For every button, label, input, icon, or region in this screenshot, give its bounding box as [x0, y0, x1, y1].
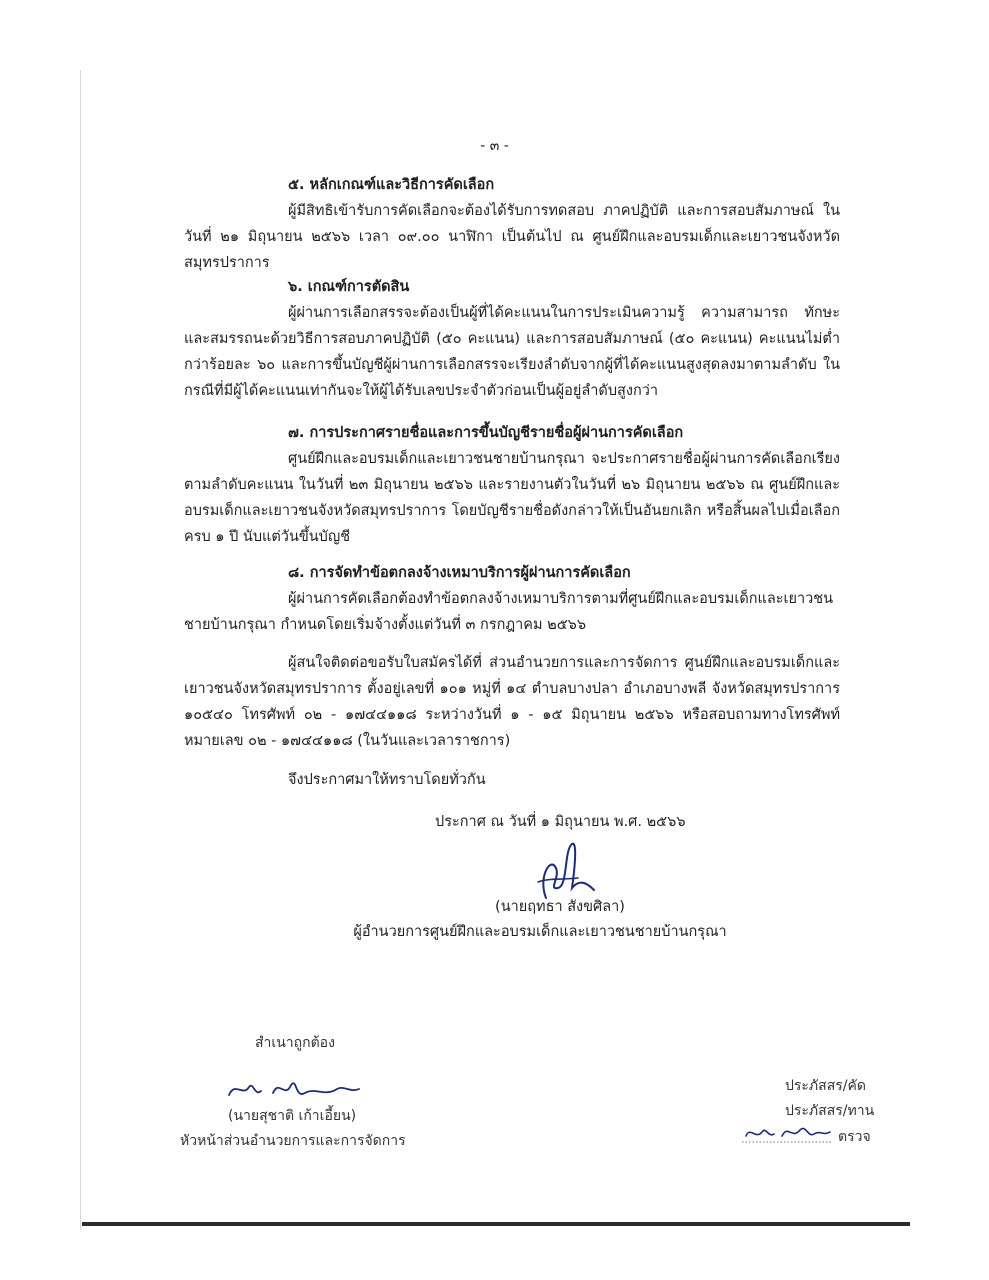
certified-position: หัวหน้าส่วนอำนวยการและการจัดการ: [180, 1133, 406, 1149]
contact-paragraph-block: [184, 650, 840, 754]
checker-signature: [742, 1122, 832, 1144]
page-number: - ๓ -: [480, 138, 509, 154]
page-edge-bottom: [82, 1222, 910, 1226]
closing-statement: จึงประกาศมาให้ทราบโดยทั่วกัน: [288, 772, 486, 788]
routing-check-label: ตรวจ: [838, 1129, 871, 1145]
certified-signature: [225, 1075, 365, 1105]
routing-typed-by: ประภัสสร/คัด: [785, 1078, 866, 1094]
section-8-body: ผู้ผ่านการคัดเลือกต้องทำข้อตกลงจ้างเหมาบริการตามที่ศูนย์ฝึกและอบรมเด็กและเยาวชนชายบ้านกรุณา กำหนดโดยเริ่มจ้างตั้งแต่วันที่ ๓ กรกฎาคม ๒๕๖๖: [184, 591, 834, 633]
section-8-heading: ๘. การจัดทำข้อตกลงจ้างเหมาบริการผู้ผ่านการคัดเลือก: [288, 565, 631, 581]
section-6: [184, 274, 840, 404]
section-5-heading: ๕. หลักเกณฑ์และวิธีการคัดเลือก: [288, 177, 495, 193]
certified-name: (นายสุชาติ เก้าเอี้ยน): [228, 1108, 357, 1124]
director-position: ผู้อำนวยการศูนย์ฝึกและอบรมเด็กและเยาวชนชายบ้านกรุณา: [353, 924, 727, 940]
page-edge-left: [80, 70, 81, 1230]
section-5: [184, 172, 840, 276]
contact-paragraph: ผู้สนใจติดต่อขอรับใบสมัครได้ที่ ส่วนอำนวยการและการจัดการ ศูนย์ฝึกและอบรมเด็กและเยาวชนจังหวัดสมุทรปราการ ตั้งอยู่เลขที่ ๑๐๑ หมู่ที่ ๑๔ ตำบลบางปลา อำเภอบางพลี จังหวัดสมุทรปราการ ๑๐๕๔๐ โทรศัพท์ ๐๒ - ๑๗๔๔๑๑๘ ระหว่างวันที่ ๑ - ๑๕ มิถุนายน ๒๕๖๖ หรือสอบถามทางโทรศัพท์ หมายเลข ๐๒ - ๑๗๔๔๑๑๘ (ในวันและเวลาราชการ): [184, 655, 840, 749]
certified-label: สำเนาถูกต้อง: [255, 1035, 335, 1051]
routing-reviewed-by: ประภัสสร/ทาน: [785, 1103, 875, 1119]
director-name: (นายฤทธา สังขศิลา): [495, 899, 625, 915]
section-6-heading: ๖. เกณฑ์การตัดสิน: [288, 279, 410, 295]
section-7-body: ศูนย์ฝึกและอบรมเด็กและเยาวชนชายบ้านกรุณา จะประกาศรายชื่อผู้ผ่านการคัดเลือกเรียงตามลำดับคะแนน ในวันที่ ๒๓ มิถุนายน ๒๕๖๖ และรายงานตัวในวันที่ ๒๖ มิถุนายน ๒๕๖๖ ณ ศูนย์ฝึกและอบรมเด็กและเยาวชนจังหวัดสมุทรปราการ โดยบัญชีรายชื่อดังกล่าวให้เป็นอันยกเลิก หรือสิ้นผลไปเมื่อเลือกครบ ๑ ปี นับแต่วันขึ้นบัญชี: [184, 451, 840, 545]
section-7-heading: ๗. การประกาศรายชื่อและการขึ้นบัญชีรายชื่อผู้ผ่านการคัดเลือก: [288, 425, 684, 441]
section-8: [184, 560, 840, 638]
section-5-body: ผู้มีสิทธิเข้ารับการคัดเลือกจะต้องได้รับการทดสอบ ภาคปฏิบัติ และการสอบสัมภาษณ์ ในวันที่ ๒๑ มิถุนายน ๒๕๖๖ เวลา ๐๙.๐๐ นาฬิกา เป็นต้นไป ณ ศูนย์ฝึกและอบรมเด็กและเยาวชนจังหวัดสมุทรปราการ: [184, 203, 840, 271]
section-6-body: ผู้ผ่านการเลือกสรรจะต้องเป็นผู้ที่ได้คะแนนในการประเมินความรู้ ความสามารถ ทักษะ และสมรรถนะด้วยวิธีการสอบภาคปฏิบัติ (๕๐ คะแนน) และการสอบสัมภาษณ์ (๕๐ คะแนน) คะแนนไม่ต่ำกว่าร้อยละ ๖๐ และการขึ้นบัญชีผู้ผ่านการเลือกสรรจะเรียงลำดับจากผู้ที่ได้คะแนนสูงสุดลงมาตามลำดับ ในกรณีที่มีผู้ได้คะแนนเท่ากันจะให้ผู้ได้รับเลขประจำตัวก่อนเป็นผู้อยู่ลำดับสูงกว่า: [184, 305, 840, 399]
section-7: [184, 420, 840, 550]
announce-date: ประกาศ ณ วันที่ ๑ มิถุนายน พ.ศ. ๒๕๖๖: [435, 814, 686, 830]
